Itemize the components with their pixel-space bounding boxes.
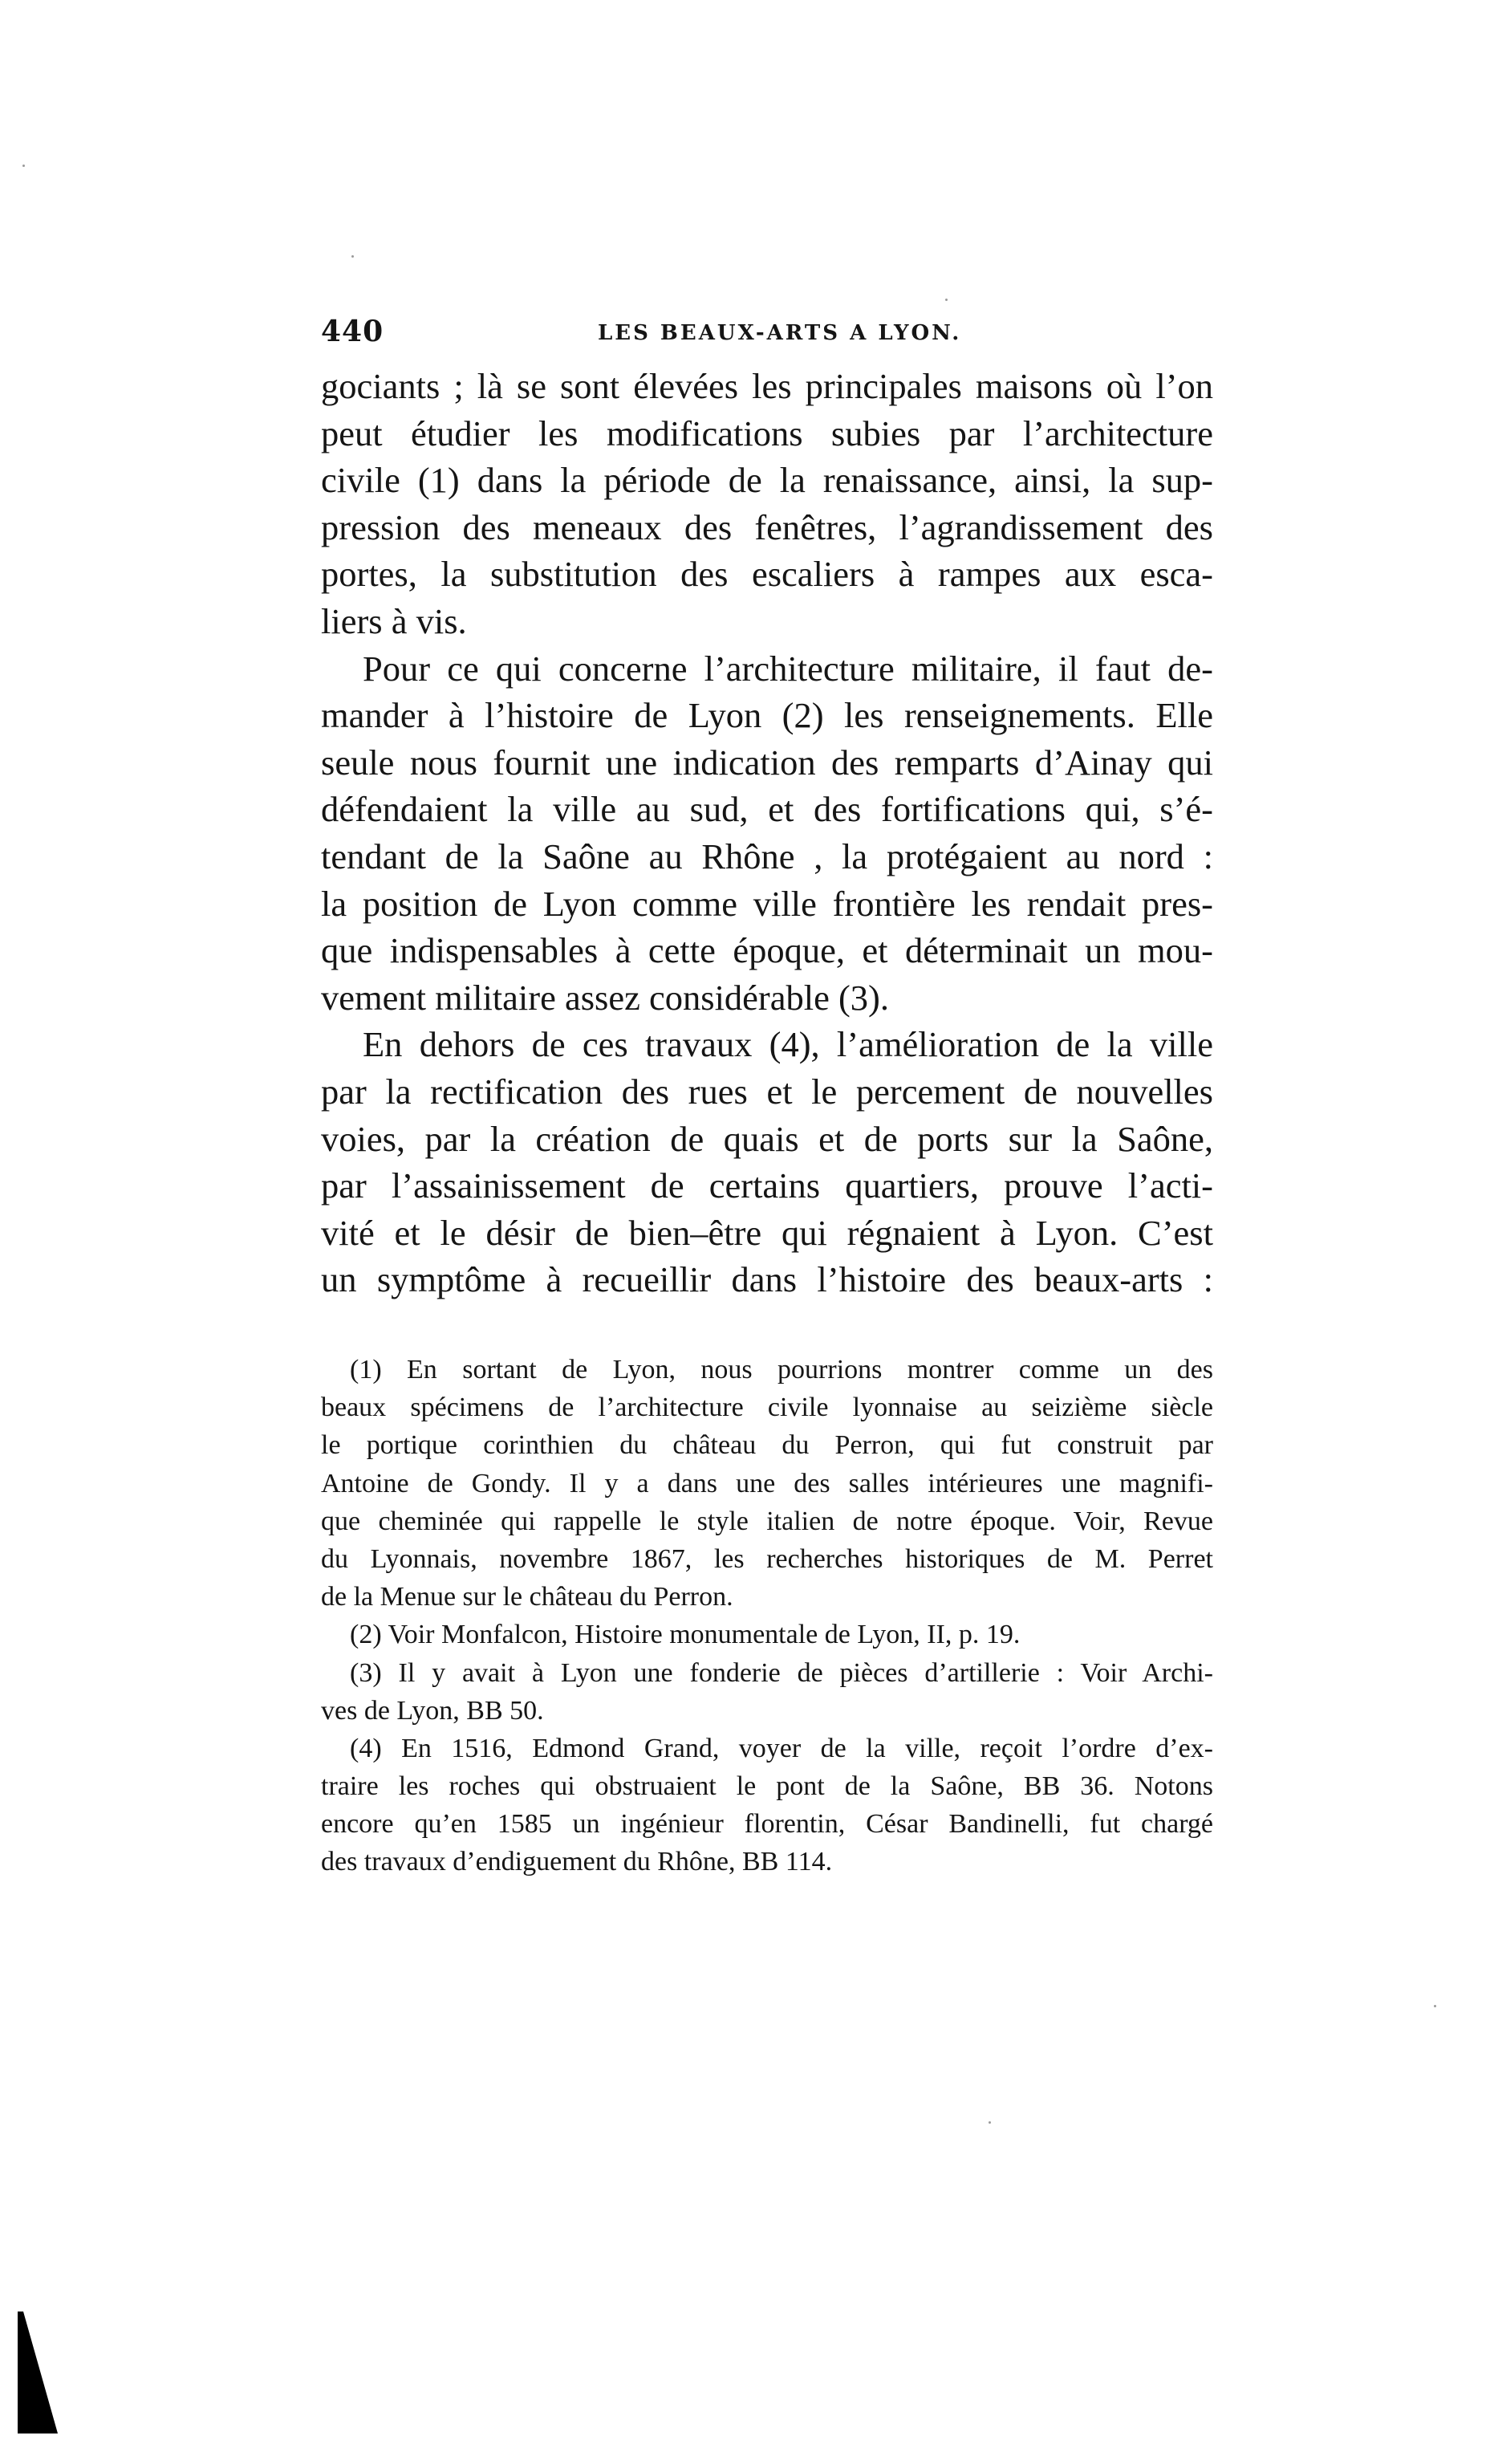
footnote-line: de la Menue sur le château du Perron. <box>321 1582 733 1612</box>
footnote-line: (4) En 1516, Edmond Grand, voyer de la ville, reçoit l’ordre d’ex- <box>350 1733 1213 1763</box>
text-line: portes, la substitution des escaliers à rampes aux esca- <box>321 554 1213 595</box>
scan-edge-marker-icon <box>18 2312 59 2434</box>
footnote-line: des travaux d’endiguement du Rhône, BB 114. <box>321 1847 833 1877</box>
footnote-line: du Lyonnais, novembre 1867, les recherches historiques de M. Perret <box>321 1543 1213 1574</box>
footnote-line: Antoine de Gondy. Il y a dans une des salles intérieures une magnifi- <box>321 1468 1213 1498</box>
footnote-line: que cheminée qui rappelle le style italien de notre époque. Voir, Revue <box>321 1506 1213 1536</box>
text-line: vité et le désir de bien–être qui régnaient à Lyon. C’est <box>321 1212 1213 1253</box>
text-line: tendant de la Saône au Rhône , la protégaient au nord : <box>321 836 1213 876</box>
footnote-line: traire les roches qui obstruaient le pont de la Saône, BB 36. Notons <box>321 1771 1213 1802</box>
text-line: défendaient la ville au sud, et des fortifications qui, s’é- <box>321 789 1213 830</box>
page-header <box>321 315 1212 355</box>
text-line: peut étudier les modifications subies par l’architecture <box>321 413 1213 453</box>
main-text <box>321 363 1213 1303</box>
text-line: par la rectification des rues et le percement de nouvelles <box>321 1071 1213 1112</box>
text-line: seule nous fournit une indication des remparts d’Ainay qui <box>321 742 1213 783</box>
paper-speck <box>989 2121 991 2124</box>
text-line: En dehors de ces travaux (4), l’amélioration de la ville <box>363 1024 1213 1065</box>
text-line: la position de Lyon comme ville frontière les rendait pres- <box>321 883 1213 924</box>
text-line: pression des meneaux des fenêtres, l’agrandissement des <box>321 506 1213 547</box>
footnote-line: (1) En sortant de Lyon, nous pourrions montrer comme un des <box>350 1355 1213 1384</box>
text-line: voies, par la création de quais et de ports sur la Saône, <box>321 1118 1213 1159</box>
text-line: liers à vis. <box>321 600 467 641</box>
text-line: Pour ce qui concerne l’architecture militaire, il faut de- <box>363 648 1213 689</box>
footnotes <box>321 1351 1213 1881</box>
text-line: gociants ; là se sont élevées les principales maisons où l’on <box>321 366 1213 406</box>
footnote-line: encore qu’en 1585 un ingénieur florentin, César Bandinelli, fut chargé <box>321 1809 1213 1840</box>
text-line: vement militaire assez considérable (3). <box>321 977 890 1018</box>
running-title: LES BEAUX-ARTS A LYON. <box>598 321 962 345</box>
paper-speck <box>351 255 354 258</box>
text-line: mander à l’histoire de Lyon (2) les renseignements. Elle <box>321 695 1213 736</box>
text-line: que indispensables à cette époque, et déterminait un mou- <box>321 930 1213 971</box>
text-line: par l’assainissement de certains quartiers, prouve l’acti- <box>321 1165 1213 1206</box>
footnote-line: (3) Il y avait à Lyon une fonderie de pièces d’artillerie : Voir Archi- <box>350 1657 1213 1688</box>
paper-speck <box>1434 2005 1436 2007</box>
footnote-line: le portique corinthien du château du Perron, qui fut construit par <box>321 1430 1213 1461</box>
text-line: civile (1) dans la période de la renaissance, ainsi, la sup- <box>321 460 1213 501</box>
paper-speck <box>22 165 25 167</box>
text-line: un symptôme à recueillir dans l’histoire des beaux-arts : <box>321 1259 1213 1300</box>
footnote-line: ves de Lyon, BB 50. <box>321 1695 544 1726</box>
paper-speck <box>945 299 948 301</box>
footnote-line: (2) Voir Monfalcon, Histoire monumentale de Lyon, II, p. 19. <box>350 1620 1021 1650</box>
footnote-line: beaux spécimens de l’architecture civile lyonnaise au seizième siècle <box>321 1393 1213 1423</box>
page-number: 440 <box>321 315 384 348</box>
